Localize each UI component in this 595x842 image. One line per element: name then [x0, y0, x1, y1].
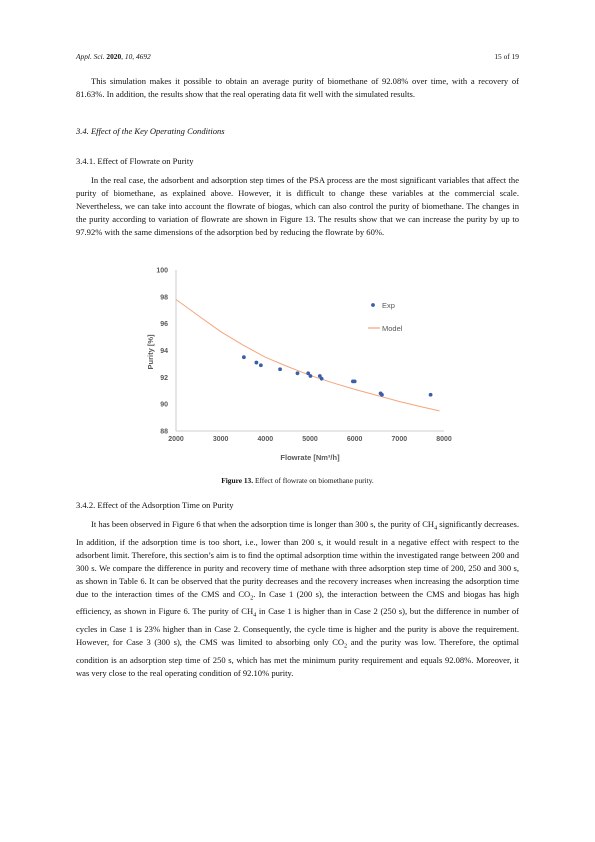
para-text-4: in Case 1 is higher than in Case 2 (250 s), but the difference in number of cycles in Case 1 is 23% higher than in Case 2. Consequently, the cycle time is higher and the purity is above the requirement. However, for Case 3 (300 s), the CMS was limited to absorbing only CO [76, 606, 519, 648]
y-tick-label: 92 [160, 374, 168, 382]
y-tick-label: 100 [156, 267, 168, 275]
paragraph-simulation-summary: This simulation makes it possible to obtain an average purity of biomethane of 92.08% over time, with a recovery of 81.63%. In addition, the results show that the real operating data fit well with the simulated results. [76, 76, 519, 99]
data-point-exp [278, 367, 282, 371]
data-point-exp [380, 393, 384, 397]
y-axis-title: Purity [%] [146, 334, 155, 370]
paragraph-flowrate-effect: In the real case, the adsorbent and adsorption step times of the PSA process are the most significant variables that affect the purity of biomethane, as explained above. However, it is difficult to change these variables at the commercial scale. Nevertheless, we can take into account the flowrate of biogas, which can also control the purity of biomethane. The changes in the purity according to variation of flowrate are shown in Figure 13. The results show that we can increase the purity by up to 97.92% with the same dimensions of the adsorption bed by reducing the flowrate by 60%. [76, 175, 519, 237]
journal-name: Appl. Sci. [76, 52, 105, 61]
para-text-3: . In Case 1 (200 s), the interaction between the CMS and biogas has high efficiency, as shown in Figure 6. The purity of CH [76, 588, 519, 617]
x-tick-label: 2000 [168, 436, 184, 443]
y-tick-label: 96 [160, 321, 168, 329]
data-point-exp [353, 379, 357, 383]
figure-13-caption [0, 476, 595, 485]
para-text-2: significantly decreases. In addition, if the adsorption time is too short, i.e., lower than 200 s, it would result in a negative effect with respect to the adsorbent limit. Therefore, this section’s aim is to find the optimal adsorption time within the investigated range between 200 and 300 s. We compare the difference in purity and recovery time of methane with three adsorption step time of 200, 250 and 300 s, as shown in Table 6. It can be observed that the purity decreases and the recovery increases when increasing the adsorption time due to the interaction times of the CMS and CO [76, 519, 519, 599]
data-point-exp [309, 374, 313, 378]
series-exp-points [242, 355, 433, 396]
subscript-2: 2 [344, 643, 348, 650]
figure-caption-text: Effect of flowrate on biomethane purity. [253, 476, 374, 485]
journal-year: 2020 [106, 52, 122, 61]
figure-13-chart [140, 260, 460, 468]
subscript-4: 4 [253, 613, 257, 620]
section-heading-3-4-2: 3.4.2. Effect of the Adsorption Time on Purity [76, 500, 234, 510]
x-tick-label: 6000 [346, 436, 363, 443]
figure-label: Figure 13. [221, 476, 254, 485]
page-number: 15 of 19 [494, 52, 519, 61]
y-tick-label: 94 [160, 348, 168, 355]
legend-exp-marker [371, 303, 375, 307]
x-tick-label: 7000 [391, 436, 408, 443]
subscript-4: 4 [434, 525, 438, 532]
data-point-exp [255, 361, 259, 365]
data-point-exp [259, 363, 263, 367]
section-heading-3-4: 3.4. Effect of the Key Operating Conditions [76, 126, 225, 136]
section-heading-3-4-1: 3.4.1. Effect of Flowrate on Purity [76, 156, 194, 166]
series-model-line [176, 300, 440, 411]
legend [368, 301, 403, 333]
y-tick-labels [156, 268, 168, 436]
legend-exp-label: Exp [382, 301, 395, 310]
y-tick-label: 90 [160, 401, 168, 409]
data-point-exp [296, 371, 300, 375]
x-tick-label: 3000 [212, 436, 229, 443]
data-point-exp [320, 377, 324, 381]
data-point-exp [429, 393, 433, 397]
running-header-citation [76, 52, 151, 61]
legend-model-label: Model [382, 324, 403, 333]
para-text-1: It has been observed in Figure 6 that when the adsorption time is longer than 300 s, the purity of CH [91, 519, 435, 529]
y-tick-label: 88 [160, 428, 168, 436]
data-point-exp [242, 355, 246, 359]
x-tick-label: 5000 [302, 436, 318, 443]
x-tick-labels [168, 436, 452, 443]
x-tick-label: 4000 [257, 436, 274, 443]
paragraph-adsorption-time [76, 518, 519, 680]
x-tick-label: 8000 [436, 436, 452, 443]
subscript-2: 2 [250, 595, 254, 602]
para-text-5: and the purity was low. Therefore, the optimal condition is an adsorption step time of 250 s, which has met the minimum purity requirement and equals 92.08%. Moreover, it was very close to the real operating condition of 92.10% purity. [76, 637, 519, 678]
x-axis-title: Flowrate [Nm³/h] [280, 453, 340, 462]
journal-volume: , 10, 4692 [121, 52, 151, 61]
y-tick-label: 98 [160, 294, 168, 302]
